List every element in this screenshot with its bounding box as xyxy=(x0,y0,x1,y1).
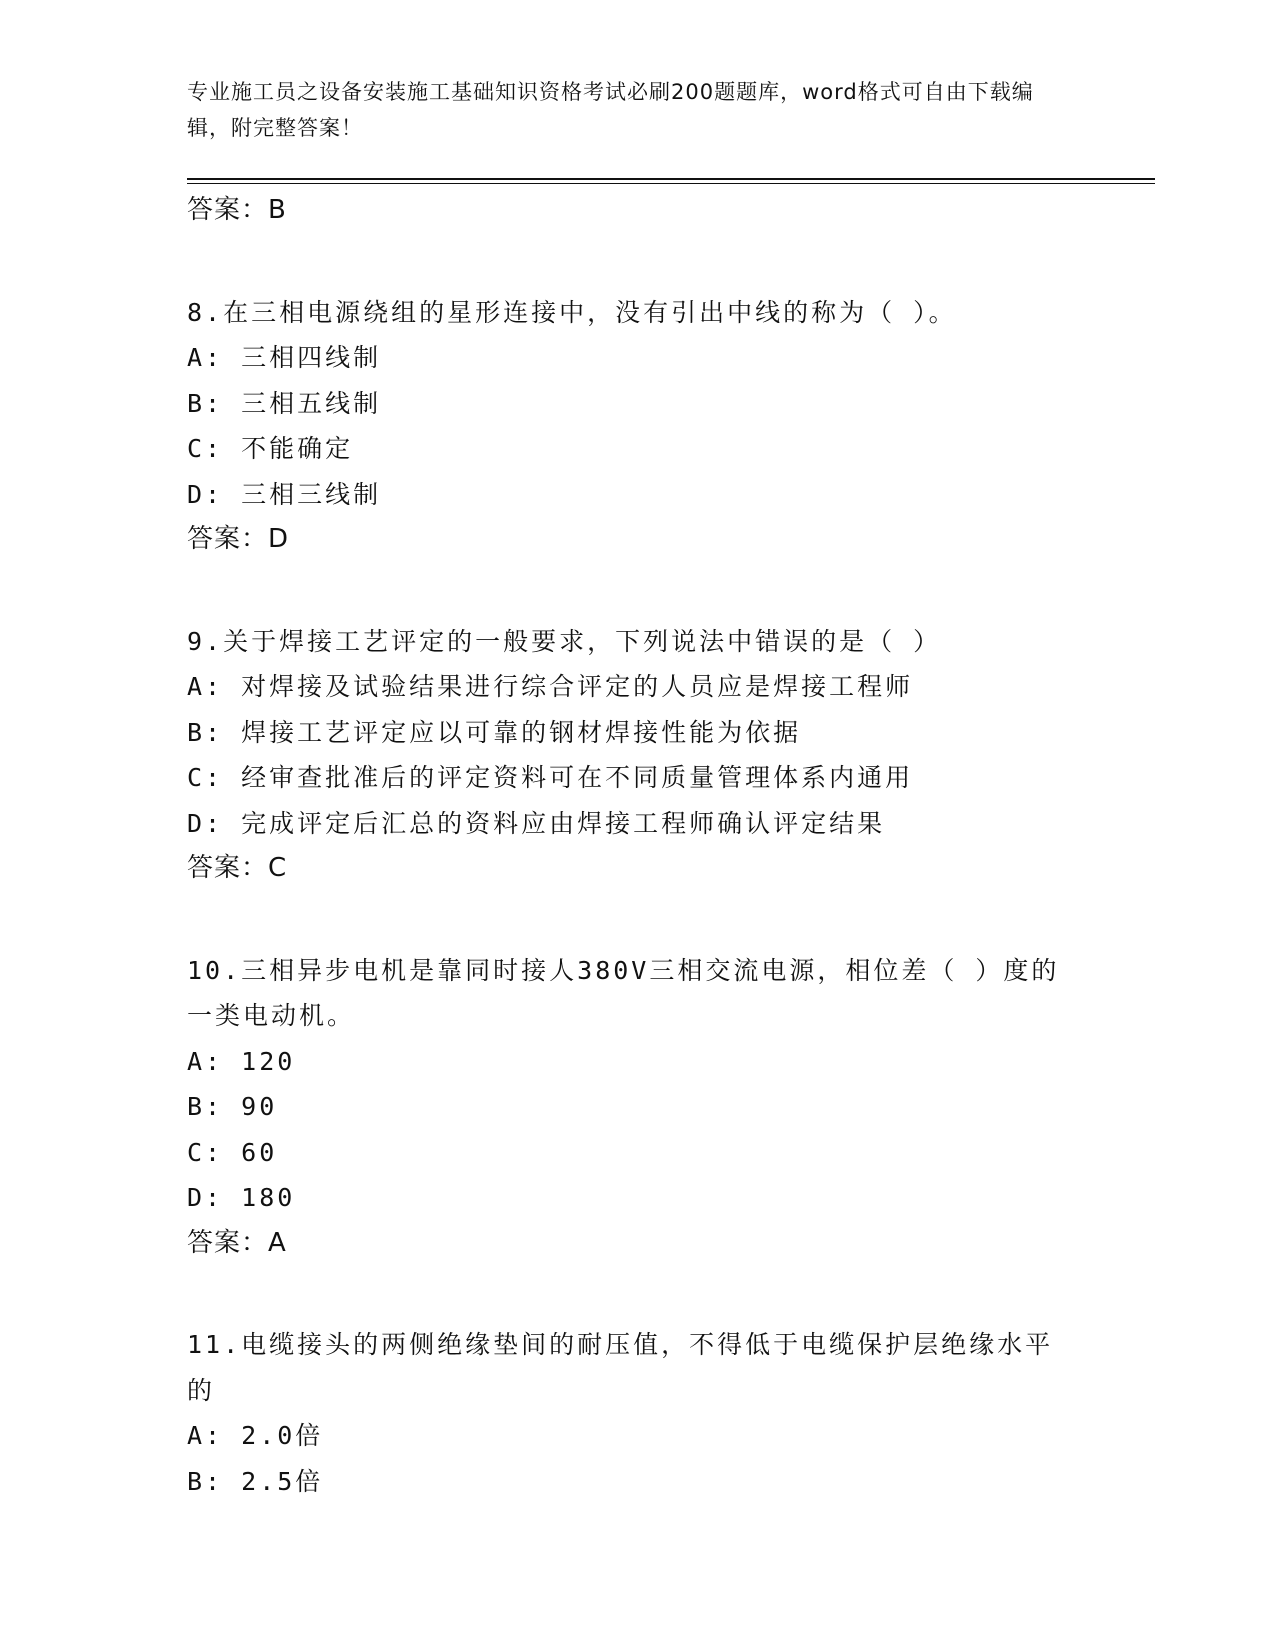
header-rule-thin xyxy=(187,183,1155,184)
question-title-line-1: 11.电缆接头的两侧绝缘垫间的耐压值，不得低于电缆保护层绝缘水平 xyxy=(187,1330,1054,1359)
question-9 xyxy=(187,619,1087,892)
question-title: 8.在三相电源绕组的星形连接中，没有引出中线的称为（ ）。 xyxy=(187,297,957,327)
question-title-line-1: 10.三相异步电机是靠同时接人380V三相交流电源，相位差（ ）度的 xyxy=(187,955,1060,985)
question-answer: 答案：D xyxy=(187,524,290,554)
option-c: C: 60 xyxy=(187,1137,278,1167)
document-header xyxy=(187,74,1067,146)
option-b: B: 焊接工艺评定应以可靠的钢材焊接性能为依据 xyxy=(187,717,802,747)
option-a: A: 120 xyxy=(187,1046,296,1076)
option-a: A: 三相四线制 xyxy=(187,343,382,372)
question-title: 9.关于焊接工艺评定的一般要求，下列说法中错误的是（ ） xyxy=(187,626,942,656)
header-rule-thick xyxy=(187,178,1155,180)
option-b: B: 90 xyxy=(187,1092,278,1121)
question-answer: 答案：A xyxy=(187,1227,287,1258)
option-a: A: 2.0倍 xyxy=(187,1421,324,1450)
spacer xyxy=(187,1266,1087,1322)
previous-answer: 答案：B xyxy=(187,195,287,225)
option-d: D: 180 xyxy=(187,1183,296,1212)
question-8 xyxy=(187,290,1087,563)
option-c: C: 经审查批准后的评定资料可在不同质量管理体系内通用 xyxy=(187,763,914,792)
question-title-line-2: 一类电动机。 xyxy=(187,1001,356,1030)
option-c: C: 不能确定 xyxy=(187,434,354,463)
option-b: B: 三相五线制 xyxy=(187,388,382,418)
question-list xyxy=(187,188,1087,1504)
spacer xyxy=(187,563,1087,619)
question-10 xyxy=(187,948,1087,1267)
spacer xyxy=(187,892,1087,948)
spacer xyxy=(187,234,1087,290)
question-11 xyxy=(187,1322,1087,1504)
question-title-line-2: 的 xyxy=(187,1375,216,1405)
option-d: D: 完成评定后汇总的资料应由焊接工程师确认评定结果 xyxy=(187,808,886,838)
option-b: B: 2.5倍 xyxy=(187,1466,324,1496)
question-answer: 答案：C xyxy=(187,853,288,883)
option-a: A: 对焊接及试验结果进行综合评定的人员应是焊接工程师 xyxy=(187,672,914,701)
option-d: D: 三相三线制 xyxy=(187,479,382,509)
header-text: 专业施工员之设备安装施工基础知识资格考试必刷200题题库，word格式可自由下载编辑，附完整答案！ xyxy=(187,80,1034,140)
